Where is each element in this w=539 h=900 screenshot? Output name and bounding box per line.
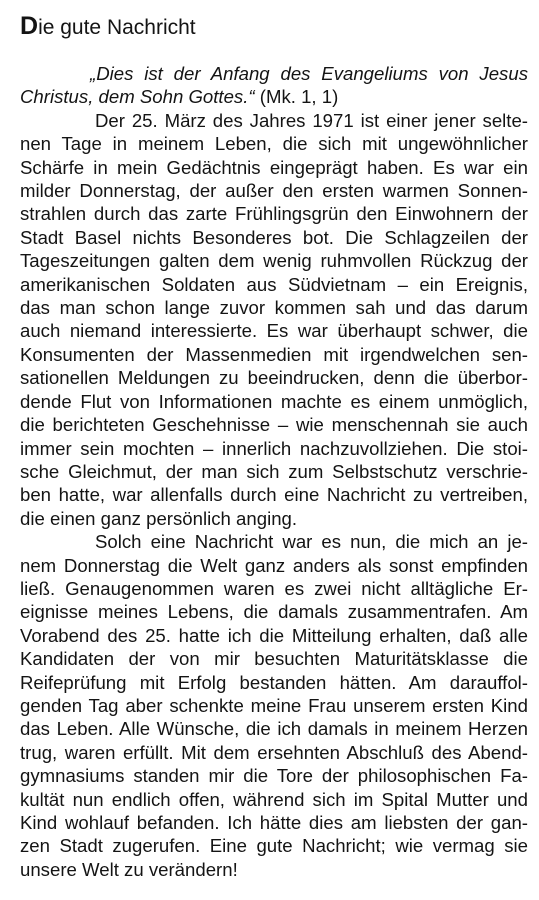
text-line: Schärfe in mein Gedächtnis eingeprägt haben. Es war ein [20, 156, 528, 178]
text-line: die berichteten Geschehnisse – wie menschennah sie auch [20, 414, 528, 436]
text-line: nen Tage in meinem Leben, die sich mit ungewöhnlicher [20, 133, 528, 155]
motto-line: „Dies ist der Anfang des Evangeliums von Jesus [90, 63, 528, 84]
text-line: Kandidaten der von mir besuchten Maturitätsklasse die [20, 648, 528, 670]
text-line: immer sein mochten – innerlich nachzuvollziehen. Die stoi- [20, 437, 528, 459]
text-line: nem Donnerstag die Welt ganz anders als sonst empfinden [20, 554, 528, 576]
text-line: milder Donnerstag, der außer den ersten warmen Sonnen- [20, 180, 528, 202]
text-line: sationellen Meldungen zu beeindrucken, denn die überbor- [20, 367, 528, 389]
text-line: sche Gleichmut, der man sich zum Selbstschutz verschrie- [20, 460, 528, 482]
paragraph-2 [20, 530, 528, 881]
text-line: trug, waren erfüllt. Mit dem ersehnten Abschluß des Abend- [20, 741, 528, 763]
motto-quote [20, 62, 528, 109]
text-line: Kind wohlauf befanden. Ich hätte dies am liebsten der gan- [20, 812, 528, 833]
text-line: auch niemand interessierte. Es war überhaupt schwer, die [20, 320, 528, 342]
text-line: ließ. Genaugenommen waren es zwei nicht alltägliche Er- [20, 577, 528, 599]
text-line: unsere Welt zu verändern! [20, 858, 238, 880]
text-line: amerikanischen Soldaten aus Südvietnam – ein Ereignis, [20, 273, 528, 295]
chapter-heading [20, 11, 528, 43]
text-line: Tageszeitungen galten dem wenig ruhmvollen Rückzug der [20, 250, 528, 272]
text-line: Konsumenten der Massenmedien mit irgendwelchen sen- [20, 343, 528, 365]
text-line: gymnasiums standen mir die Tore der philosophischen Fa- [20, 765, 528, 787]
text-line: Stadt Basel nichts Besonderes bot. Die Schlagzeilen der [20, 226, 528, 248]
heading-rest: ie gute Nachricht [38, 16, 196, 39]
text-line: das man schon lange zuvor kommen sah und das darum [20, 297, 528, 319]
text-line: Der 25. März des Jahres 1971 ist einer jener selte- [95, 109, 528, 131]
text-line: Reifeprüfung mit Erfolg bestanden hätten. Am darauffol- [20, 671, 528, 693]
text-line: eignisse meines Lebens, die damals zusammentrafen. Am [20, 601, 528, 623]
heading-initial: D [20, 12, 39, 40]
motto-line [20, 85, 528, 108]
text-line: dende Flut von Informationen machte es einem unmöglich, [20, 390, 528, 412]
text-line: zen Stadt zugerufen. Eine gute Nachricht; wie vermag sie [20, 835, 528, 857]
text-line: Solch eine Nachricht war es nun, die mich an je- [95, 531, 528, 553]
motto-text: Christus, dem Sohn Gottes.“ [20, 86, 255, 108]
motto-reference: (Mk. 1, 1) [254, 86, 339, 108]
text-line: Vorabend des 25. hatte ich die Mitteilung erhalten, daß alle [20, 624, 528, 646]
text-line: ben hatte, war allenfalls durch eine Nachricht zu vertreiben, [20, 484, 528, 506]
text-line: genden Tag aber schenkte meine Frau unserem ersten Kind [20, 694, 528, 716]
paragraph-1 [20, 109, 528, 530]
text-line: die einen ganz persönlich anging. [20, 507, 298, 529]
text-line: das Leben. Alle Wünsche, die ich damals in meinem Herzen [20, 718, 528, 740]
text-line: strahlen durch das zarte Frühlingsgrün den Einwohnern der [20, 203, 528, 225]
text-line: kultät nun endlich offen, während sich im Spital Mutter und [20, 788, 528, 810]
